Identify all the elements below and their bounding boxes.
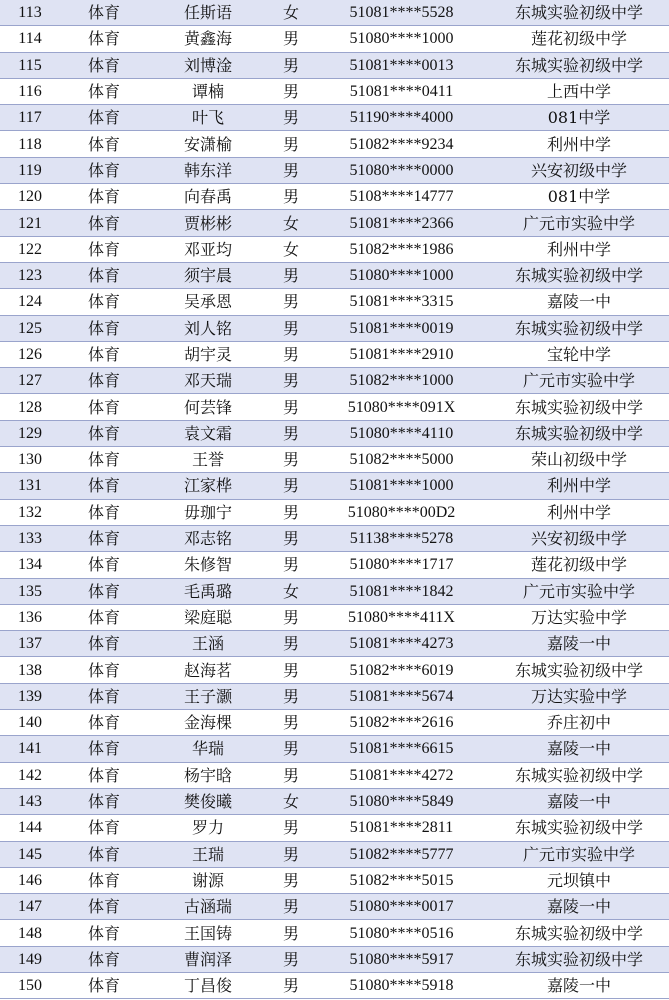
cell-name: 吴承恩	[148, 289, 268, 315]
table-row	[0, 289, 669, 315]
cell-subject: 体育	[60, 762, 148, 788]
cell-number: 150	[0, 972, 60, 998]
cell-name: 江家桦	[148, 473, 268, 499]
cell-id-number: 51080****5849	[314, 788, 489, 814]
cell-name: 王子灏	[148, 683, 268, 709]
cell-subject: 体育	[60, 525, 148, 551]
cell-name: 毛禹璐	[148, 578, 268, 604]
cell-school: 嘉陵一中	[489, 894, 669, 920]
table-row	[0, 946, 669, 972]
cell-gender: 男	[268, 867, 314, 893]
cell-subject: 体育	[60, 894, 148, 920]
cell-gender: 男	[268, 815, 314, 841]
cell-school: 东城实验初级中学	[489, 0, 669, 26]
cell-id-number: 51080****5918	[314, 972, 489, 998]
cell-gender: 男	[268, 762, 314, 788]
cell-school: 乔庄初中	[489, 710, 669, 736]
cell-subject: 体育	[60, 289, 148, 315]
cell-name: 袁文霜	[148, 420, 268, 446]
cell-gender: 男	[268, 920, 314, 946]
table-row	[0, 867, 669, 893]
cell-gender: 男	[268, 341, 314, 367]
cell-name: 朱修智	[148, 552, 268, 578]
cell-subject: 体育	[60, 946, 148, 972]
table-row	[0, 578, 669, 604]
table-row	[0, 78, 669, 104]
cell-id-number: 51080****091X	[314, 394, 489, 420]
cell-subject: 体育	[60, 0, 148, 26]
cell-gender: 男	[268, 604, 314, 630]
cell-number: 147	[0, 894, 60, 920]
cell-name: 邓志铭	[148, 525, 268, 551]
cell-number: 144	[0, 815, 60, 841]
cell-number: 117	[0, 105, 60, 131]
cell-name: 谢源	[148, 867, 268, 893]
cell-subject: 体育	[60, 315, 148, 341]
cell-school: 元坝镇中	[489, 867, 669, 893]
cell-name: 何芸锋	[148, 394, 268, 420]
cell-number: 133	[0, 525, 60, 551]
cell-subject: 体育	[60, 157, 148, 183]
cell-id-number: 51082****5000	[314, 447, 489, 473]
cell-subject: 体育	[60, 920, 148, 946]
cell-id-number: 51082****2616	[314, 710, 489, 736]
table-row	[0, 157, 669, 183]
cell-name: 安潇榆	[148, 131, 268, 157]
cell-name: 向春禹	[148, 184, 268, 210]
cell-subject: 体育	[60, 210, 148, 236]
cell-gender: 女	[268, 0, 314, 26]
cell-subject: 体育	[60, 26, 148, 52]
table-row	[0, 368, 669, 394]
cell-school: 东城实验初级中学	[489, 262, 669, 288]
cell-subject: 体育	[60, 447, 148, 473]
cell-gender: 男	[268, 657, 314, 683]
cell-id-number: 51081****2811	[314, 815, 489, 841]
cell-school: 莲花初级中学	[489, 552, 669, 578]
cell-subject: 体育	[60, 736, 148, 762]
cell-name: 罗力	[148, 815, 268, 841]
cell-number: 142	[0, 762, 60, 788]
cell-school: 广元市实验中学	[489, 210, 669, 236]
cell-number: 132	[0, 499, 60, 525]
cell-school: 东城实验初级中学	[489, 52, 669, 78]
cell-school: 嘉陵一中	[489, 788, 669, 814]
cell-name: 邓天瑞	[148, 368, 268, 394]
table-row	[0, 52, 669, 78]
cell-subject: 体育	[60, 420, 148, 446]
cell-name: 王瑞	[148, 841, 268, 867]
cell-name: 任斯语	[148, 0, 268, 26]
table-row	[0, 184, 669, 210]
cell-subject: 体育	[60, 604, 148, 630]
cell-subject: 体育	[60, 473, 148, 499]
cell-number: 136	[0, 604, 60, 630]
cell-name: 须宇晨	[148, 262, 268, 288]
cell-number: 121	[0, 210, 60, 236]
cell-id-number: 51080****1000	[314, 262, 489, 288]
cell-school: 兴安初级中学	[489, 525, 669, 551]
cell-subject: 体育	[60, 105, 148, 131]
cell-id-number: 51080****0000	[314, 157, 489, 183]
cell-name: 王涵	[148, 631, 268, 657]
table-row	[0, 0, 669, 26]
cell-subject: 体育	[60, 815, 148, 841]
cell-subject: 体育	[60, 683, 148, 709]
cell-subject: 体育	[60, 867, 148, 893]
cell-school: 万达实验中学	[489, 683, 669, 709]
cell-school: 广元市实验中学	[489, 578, 669, 604]
cell-number: 135	[0, 578, 60, 604]
cell-school: 荣山初级中学	[489, 447, 669, 473]
cell-number: 134	[0, 552, 60, 578]
table-row	[0, 631, 669, 657]
cell-gender: 男	[268, 894, 314, 920]
cell-id-number: 51081****3315	[314, 289, 489, 315]
cell-gender: 男	[268, 289, 314, 315]
cell-id-number: 51082****9234	[314, 131, 489, 157]
cell-subject: 体育	[60, 972, 148, 998]
cell-gender: 男	[268, 736, 314, 762]
cell-number: 120	[0, 184, 60, 210]
table-row	[0, 525, 669, 551]
cell-id-number: 51080****00D2	[314, 499, 489, 525]
table-row	[0, 262, 669, 288]
cell-school: 兴安初级中学	[489, 157, 669, 183]
cell-id-number: 51081****2910	[314, 341, 489, 367]
cell-id-number: 51080****1000	[314, 26, 489, 52]
cell-number: 123	[0, 262, 60, 288]
cell-number: 143	[0, 788, 60, 814]
cell-id-number: 51080****1717	[314, 552, 489, 578]
cell-name: 王国铸	[148, 920, 268, 946]
cell-name: 刘人铭	[148, 315, 268, 341]
cell-name: 贾彬彬	[148, 210, 268, 236]
cell-gender: 女	[268, 210, 314, 236]
cell-number: 125	[0, 315, 60, 341]
cell-number: 118	[0, 131, 60, 157]
cell-school: 081中学	[489, 184, 669, 210]
cell-subject: 体育	[60, 710, 148, 736]
table-row	[0, 762, 669, 788]
cell-school: 东城实验初级中学	[489, 394, 669, 420]
cell-name: 杨宇晗	[148, 762, 268, 788]
cell-gender: 男	[268, 710, 314, 736]
cell-subject: 体育	[60, 78, 148, 104]
table-row	[0, 394, 669, 420]
cell-school: 东城实验初级中学	[489, 315, 669, 341]
cell-gender: 男	[268, 26, 314, 52]
cell-gender: 男	[268, 131, 314, 157]
cell-gender: 男	[268, 184, 314, 210]
cell-number: 115	[0, 52, 60, 78]
cell-gender: 男	[268, 972, 314, 998]
cell-id-number: 5108****14777	[314, 184, 489, 210]
cell-gender: 男	[268, 157, 314, 183]
cell-id-number: 51080****5917	[314, 946, 489, 972]
cell-subject: 体育	[60, 368, 148, 394]
cell-school: 嘉陵一中	[489, 289, 669, 315]
cell-school: 东城实验初级中学	[489, 815, 669, 841]
cell-id-number: 51082****5015	[314, 867, 489, 893]
cell-subject: 体育	[60, 499, 148, 525]
cell-id-number: 51138****5278	[314, 525, 489, 551]
cell-school: 万达实验中学	[489, 604, 669, 630]
cell-number: 138	[0, 657, 60, 683]
cell-name: 赵海茗	[148, 657, 268, 683]
cell-school: 利州中学	[489, 131, 669, 157]
cell-school: 莲花初级中学	[489, 26, 669, 52]
cell-id-number: 51080****4110	[314, 420, 489, 446]
cell-number: 141	[0, 736, 60, 762]
cell-school: 利州中学	[489, 499, 669, 525]
cell-number: 129	[0, 420, 60, 446]
cell-number: 148	[0, 920, 60, 946]
table-row	[0, 683, 669, 709]
cell-name: 韩东洋	[148, 157, 268, 183]
table-row	[0, 210, 669, 236]
cell-number: 124	[0, 289, 60, 315]
table-row	[0, 499, 669, 525]
cell-subject: 体育	[60, 131, 148, 157]
cell-id-number: 51080****411X	[314, 604, 489, 630]
cell-name: 梁庭聪	[148, 604, 268, 630]
cell-name: 叶飞	[148, 105, 268, 131]
cell-school: 东城实验初级中学	[489, 920, 669, 946]
cell-school: 嘉陵一中	[489, 736, 669, 762]
cell-name: 王誉	[148, 447, 268, 473]
cell-number: 113	[0, 0, 60, 26]
cell-id-number: 51082****1000	[314, 368, 489, 394]
cell-school: 嘉陵一中	[489, 972, 669, 998]
table-row	[0, 920, 669, 946]
cell-number: 130	[0, 447, 60, 473]
table-row	[0, 236, 669, 262]
cell-name: 古涵瑞	[148, 894, 268, 920]
cell-gender: 女	[268, 236, 314, 262]
cell-number: 139	[0, 683, 60, 709]
cell-gender: 女	[268, 788, 314, 814]
cell-gender: 男	[268, 394, 314, 420]
table-row	[0, 604, 669, 630]
table-row	[0, 26, 669, 52]
cell-gender: 男	[268, 78, 314, 104]
cell-gender: 男	[268, 105, 314, 131]
cell-name: 刘博淦	[148, 52, 268, 78]
cell-number: 122	[0, 236, 60, 262]
table-row	[0, 473, 669, 499]
cell-gender: 男	[268, 841, 314, 867]
cell-name: 胡宇灵	[148, 341, 268, 367]
cell-id-number: 51081****1000	[314, 473, 489, 499]
cell-id-number: 51082****1986	[314, 236, 489, 262]
cell-gender: 男	[268, 499, 314, 525]
table-row	[0, 131, 669, 157]
cell-school: 嘉陵一中	[489, 631, 669, 657]
cell-id-number: 51081****1842	[314, 578, 489, 604]
cell-gender: 男	[268, 683, 314, 709]
cell-school: 东城实验初级中学	[489, 420, 669, 446]
cell-subject: 体育	[60, 394, 148, 420]
cell-id-number: 51081****0411	[314, 78, 489, 104]
cell-number: 128	[0, 394, 60, 420]
table-row	[0, 657, 669, 683]
cell-number: 126	[0, 341, 60, 367]
table-row	[0, 894, 669, 920]
cell-name: 丁昌俊	[148, 972, 268, 998]
cell-name: 樊俊曦	[148, 788, 268, 814]
cell-school: 宝轮中学	[489, 341, 669, 367]
cell-name: 金海棵	[148, 710, 268, 736]
cell-name: 谭楠	[148, 78, 268, 104]
table-row	[0, 552, 669, 578]
cell-id-number: 51081****0019	[314, 315, 489, 341]
cell-subject: 体育	[60, 552, 148, 578]
cell-name: 毋珈宁	[148, 499, 268, 525]
cell-subject: 体育	[60, 262, 148, 288]
cell-id-number: 51082****5777	[314, 841, 489, 867]
cell-id-number: 51081****5528	[314, 0, 489, 26]
cell-number: 116	[0, 78, 60, 104]
cell-number: 149	[0, 946, 60, 972]
table-row	[0, 420, 669, 446]
cell-gender: 男	[268, 946, 314, 972]
cell-id-number: 51081****4273	[314, 631, 489, 657]
cell-number: 146	[0, 867, 60, 893]
cell-gender: 男	[268, 631, 314, 657]
cell-school: 利州中学	[489, 236, 669, 262]
cell-school: 东城实验初级中学	[489, 657, 669, 683]
cell-subject: 体育	[60, 788, 148, 814]
cell-number: 131	[0, 473, 60, 499]
cell-subject: 体育	[60, 631, 148, 657]
cell-gender: 男	[268, 262, 314, 288]
cell-id-number: 51081****5674	[314, 683, 489, 709]
cell-gender: 男	[268, 315, 314, 341]
cell-subject: 体育	[60, 184, 148, 210]
cell-id-number: 51080****0017	[314, 894, 489, 920]
cell-school: 081中学	[489, 105, 669, 131]
cell-subject: 体育	[60, 578, 148, 604]
cell-number: 137	[0, 631, 60, 657]
cell-subject: 体育	[60, 841, 148, 867]
cell-id-number: 51081****2366	[314, 210, 489, 236]
cell-gender: 男	[268, 368, 314, 394]
cell-subject: 体育	[60, 341, 148, 367]
cell-name: 华瑞	[148, 736, 268, 762]
cell-school: 广元市实验中学	[489, 368, 669, 394]
cell-number: 145	[0, 841, 60, 867]
cell-number: 127	[0, 368, 60, 394]
cell-gender: 男	[268, 525, 314, 551]
cell-gender: 男	[268, 473, 314, 499]
table-row	[0, 315, 669, 341]
cell-id-number: 51081****0013	[314, 52, 489, 78]
table-row	[0, 447, 669, 473]
table-row	[0, 341, 669, 367]
cell-subject: 体育	[60, 52, 148, 78]
cell-name: 曹润泽	[148, 946, 268, 972]
cell-number: 140	[0, 710, 60, 736]
cell-school: 东城实验初级中学	[489, 946, 669, 972]
cell-name: 邓亚均	[148, 236, 268, 262]
cell-gender: 男	[268, 420, 314, 446]
table-row	[0, 710, 669, 736]
cell-gender: 男	[268, 52, 314, 78]
table-row	[0, 815, 669, 841]
cell-gender: 男	[268, 447, 314, 473]
cell-school: 利州中学	[489, 473, 669, 499]
cell-id-number: 51190****4000	[314, 105, 489, 131]
cell-gender: 女	[268, 578, 314, 604]
cell-subject: 体育	[60, 657, 148, 683]
cell-id-number: 51081****4272	[314, 762, 489, 788]
table-row	[0, 736, 669, 762]
cell-subject: 体育	[60, 236, 148, 262]
cell-school: 广元市实验中学	[489, 841, 669, 867]
cell-school: 上西中学	[489, 78, 669, 104]
cell-id-number: 51080****0516	[314, 920, 489, 946]
cell-school: 东城实验初级中学	[489, 762, 669, 788]
cell-number: 119	[0, 157, 60, 183]
cell-id-number: 51082****6019	[314, 657, 489, 683]
table-row	[0, 788, 669, 814]
cell-gender: 男	[268, 552, 314, 578]
table-row	[0, 105, 669, 131]
cell-number: 114	[0, 26, 60, 52]
table-row	[0, 972, 669, 998]
cell-name: 黄鑫海	[148, 26, 268, 52]
cell-id-number: 51081****6615	[314, 736, 489, 762]
table-row	[0, 841, 669, 867]
